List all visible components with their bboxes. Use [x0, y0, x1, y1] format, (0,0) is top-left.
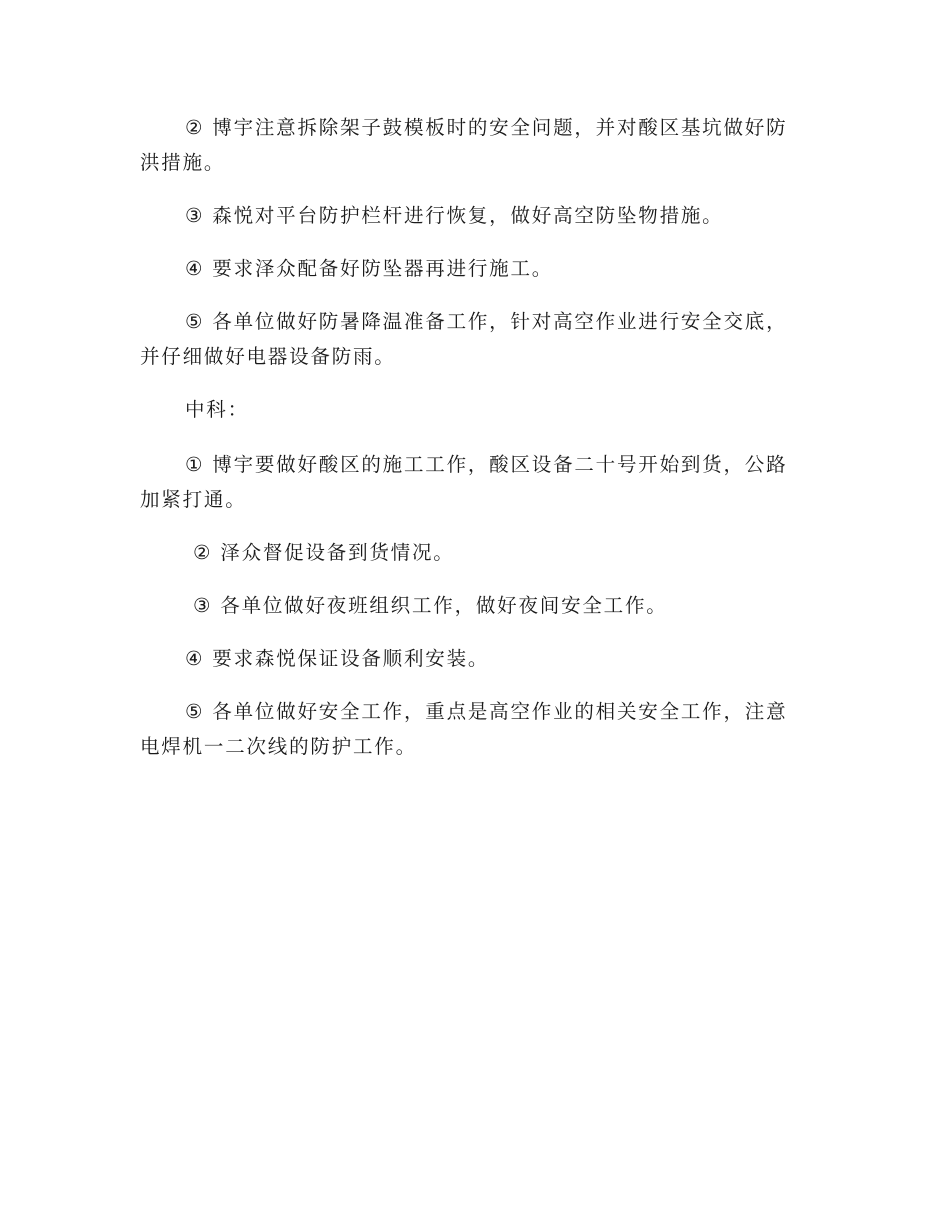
section-heading-zhongke: 中科： [185, 398, 249, 421]
paragraph-item-2-boyu: ② 博宇注意拆除架子鼓模板时的安全问题，并对酸区基坑做好防洪措施。 [140, 116, 788, 174]
paragraph-item-5-all-units: ⑤ 各单位做好防暑降温准备工作，针对高空作业进行安全交底，并仔细做好电器设备防雨。 [140, 310, 788, 368]
paragraph-item-3-all-units: ③ 各单位做好夜班组织工作，做好夜间安全工作。 [193, 594, 668, 617]
paragraph-item-5-safety: ⑤ 各单位做好安全工作，重点是高空作业的相关安全工作，注意电焊机一二次线的防护工作。 [140, 700, 788, 758]
paragraph-item-4-zezhong: ④ 要求泽众配备好防坠器再进行施工。 [185, 257, 554, 280]
paragraph-item-2-zezhong: ② 泽众督促设备到货情况。 [193, 541, 455, 564]
paragraph-item-1-boyu: ① 博宇要做好酸区的施工工作，酸区设备二十号开始到货，公路加紧打通。 [140, 453, 788, 511]
paragraph-item-3-senyue: ③ 森悦对平台防护栏杆进行恢复，做好高空防坠物措施。 [185, 204, 724, 227]
paragraph-item-4-senyue: ④ 要求森悦保证设备顺利安装。 [185, 647, 490, 670]
